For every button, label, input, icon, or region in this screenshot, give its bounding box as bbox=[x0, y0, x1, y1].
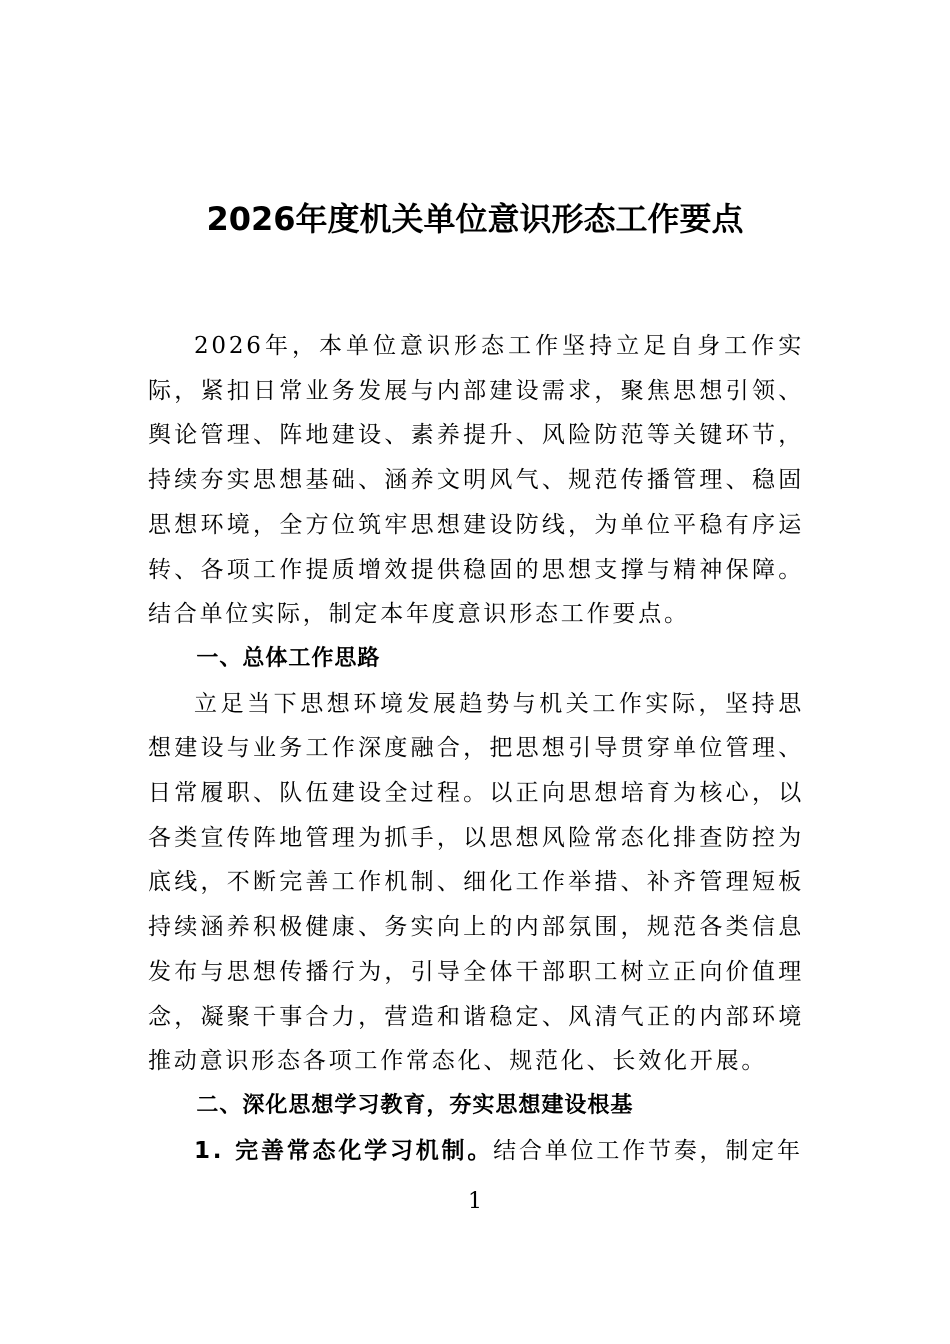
overall-approach-paragraph: 立足当下思想环境发展趋势与机关工作实际，坚持思想建设与业务工作深度融合，把思想引导贯穿单位管理、日常履职、队伍建设全过程。以正向思想培育为核心，以各类宣传阵地管理为抓手，以思想风险常态化排查防控为底线，不断完善工作机制、细化工作举措、补齐管理短板持续涵养积极健康、务实向上的内部氛围，规范各类信息发布与思想传播行为，引导全体干部职工树立正向价值理念，凝聚干事合力，营造和谐稳定、风清气正的内部环境推动意识形态各项工作常态化、规范化、长效化开展。 bbox=[148, 690, 804, 1075]
study-mechanism-text: 结合单位工作节奏，制定年 bbox=[493, 1137, 803, 1164]
study-mechanism-lead: 1. 完善常态化学习机制。 bbox=[194, 1137, 494, 1164]
document-body bbox=[148, 324, 804, 1173]
page-number: 1 bbox=[468, 1189, 482, 1214]
intro-paragraph: 2026年，本单位意识形态工作坚持立足自身工作实际，紧扣日常业务发展与内部建设需求，聚焦思想引领、舆论管理、阵地建设、素养提升、风险防范等关键环节，持续夯实思想基础、涵养文明风气、规范传播管理、稳固思想环境，全方位筑牢思想建设防线，为单位平稳有序运转、各项工作提质增效提供稳固的思想支撑与精神保障。结合单位实际，制定本年度意识形态工作要点。 bbox=[148, 333, 804, 628]
document-title: 2026年度机关单位意识形态工作要点 bbox=[206, 200, 744, 238]
study-mechanism-paragraph bbox=[148, 1129, 804, 1174]
section-heading-overall-approach: 一、总体工作思路 bbox=[196, 645, 381, 671]
section-heading-study-education: 二、深化思想学习教育，夯实思想建设根基 bbox=[196, 1092, 634, 1118]
